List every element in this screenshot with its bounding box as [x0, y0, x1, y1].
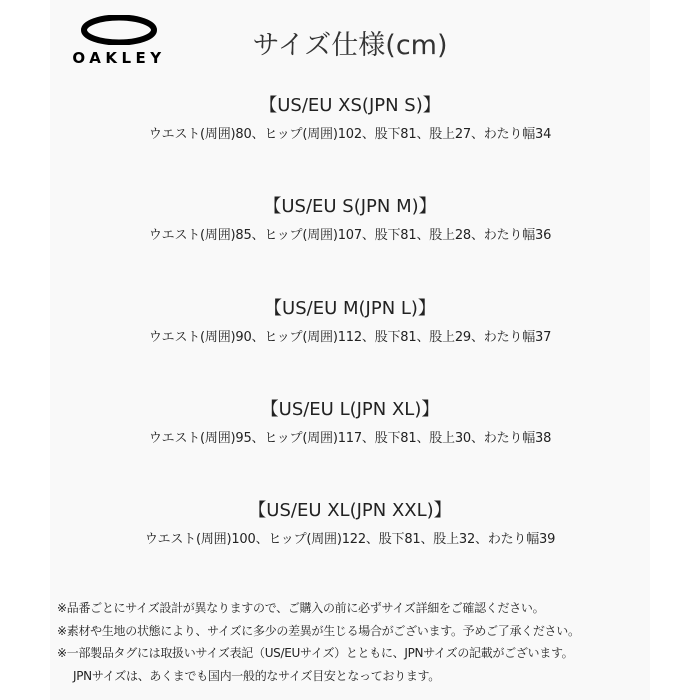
oakley-ellipse-icon	[80, 15, 158, 45]
note-line: ※素材や生地の状態により、サイズに多少の差異が生じる場合がございます。予めご了承ください。	[57, 623, 580, 638]
note-line: ※品番ごとにサイズ設計が異なりますので、ご購入の前に必ずサイズ詳細をご確認ください。	[57, 601, 545, 615]
size-heading: 【US/EU M(JPN L)】	[264, 298, 436, 319]
size-heading: 【US/EU S(JPN M)】	[263, 196, 437, 217]
size-block-l	[50, 398, 650, 448]
notes-section	[57, 597, 657, 687]
size-detail: ウエスト(周囲)100、ヒップ(周囲)122、股下81、股上32、わたり幅39	[144, 532, 556, 547]
size-detail: ウエスト(周囲)90、ヒップ(周囲)112、股下81、股上29、わたり幅37	[148, 330, 552, 345]
size-heading: 【US/EU XS(JPN S)】	[259, 95, 441, 116]
logo-wordmark: OAKLEY	[72, 49, 166, 67]
page-title: サイズ仕様(cm)	[252, 30, 448, 61]
note-line: ※一部製品タグには取扱いサイズ表記（US/EUサイズ）とともに、JPNサイズの記載がございます。	[57, 646, 574, 660]
size-detail: ウエスト(周囲)80、ヒップ(周囲)102、股下81、股上27、わたり幅34	[148, 127, 552, 142]
size-detail: ウエスト(周囲)85、ヒップ(周囲)107、股下81、股上28、わたり幅36	[148, 228, 552, 243]
size-detail: ウエスト(周囲)95、ヒップ(周囲)117、股下81、股上30、わたり幅38	[148, 431, 552, 446]
note-line: JPNサイズは、あくまでも国内一般的なサイズ目安となっております。	[73, 668, 440, 683]
size-block-s	[50, 195, 650, 245]
size-heading: 【US/EU L(JPN XL)】	[260, 399, 440, 420]
size-heading: 【US/EU XL(JPN XXL)】	[248, 500, 452, 521]
size-block-xs	[50, 94, 650, 144]
size-block-xl	[50, 499, 650, 549]
size-block-m	[50, 297, 650, 347]
